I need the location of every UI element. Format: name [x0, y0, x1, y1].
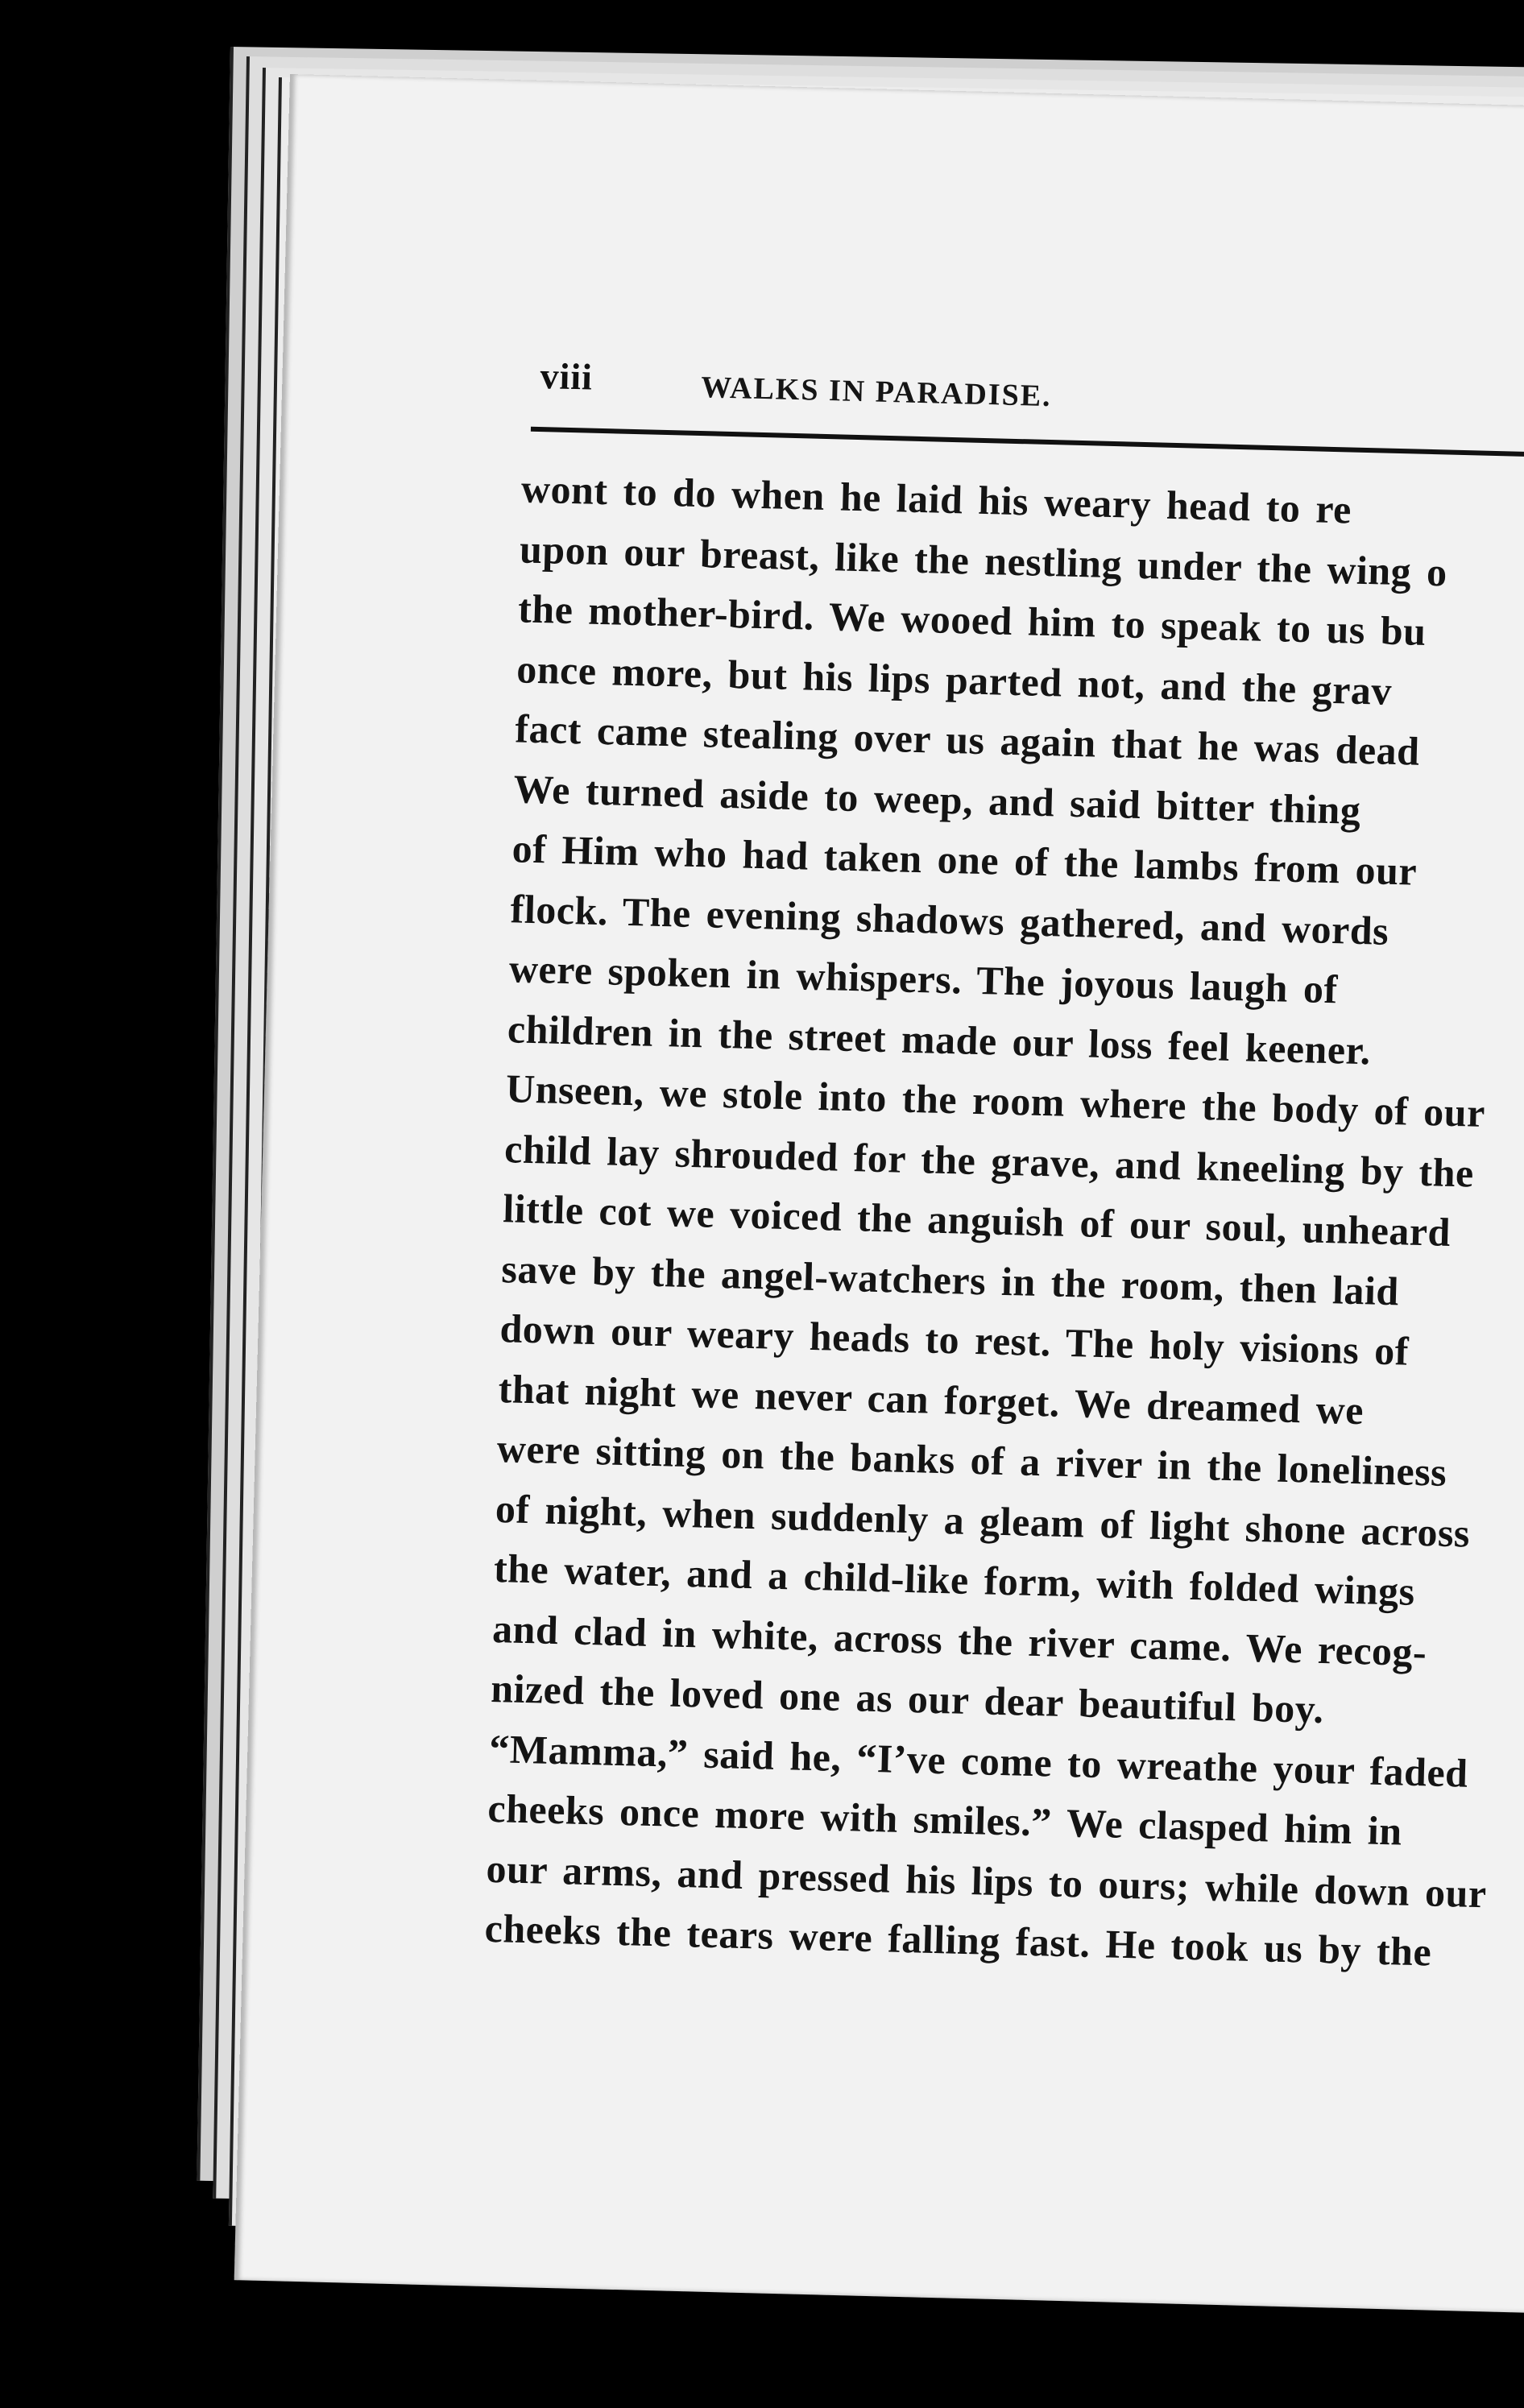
text-line: that night we never can forget. We dreamed we: [498, 1365, 1365, 1433]
text-line: fact came stealing over us again that he was dead: [514, 705, 1421, 774]
text-line: cheeks the tears were falling fast. He took us by the: [484, 1905, 1432, 1975]
text-line: of Him who had taken one of the lambs from our: [511, 825, 1418, 894]
text-line: “Mamma,” said he, “I’ve come to wreathe your faded: [488, 1725, 1469, 1796]
scanner-bed: [0, 2319, 1524, 2408]
running-head-title: WALKS IN PARADISE.: [700, 370, 1053, 414]
text-line: were sitting on the banks of a river in the loneliness: [496, 1425, 1447, 1495]
body-text: [484, 458, 1524, 1984]
text-line: the water, and a child-like form, with folded wings: [493, 1545, 1416, 1614]
text-line: were spoken in whispers. The joyous laugh of: [508, 945, 1339, 1012]
text-line: child lay shrouded for the grave, and kneeling by the: [503, 1125, 1475, 1196]
text-line: once more, but his lips parted not, and the grav: [516, 645, 1393, 714]
text-line: and clad in white, across the river came. We recog-: [491, 1605, 1427, 1674]
text-line: little cot we voiced the anguish of our soul, unheard: [502, 1185, 1452, 1255]
text-line: flock. The evening shadows gathered, and words: [510, 885, 1389, 954]
header-rule: [531, 427, 1524, 462]
text-line: down our weary heads to rest. The holy visions of: [499, 1305, 1410, 1374]
text-line: wont to do when he laid his weary head to re: [520, 465, 1352, 532]
text-line: children in the street made our loss feel keener.: [507, 1005, 1372, 1073]
text-line: of night, when suddenly a gleam of light shone across: [495, 1485, 1471, 1556]
text-line: the mother-bird. We wooed him to speak to us bu: [517, 585, 1427, 654]
text-line: nized the loved one as our dear beautiful boy.: [490, 1665, 1325, 1732]
text-line: We turned aside to weep, and said bitter thing: [512, 765, 1362, 833]
page-number: viii: [539, 354, 594, 398]
running-head: [540, 354, 1524, 441]
book-page: [234, 74, 1524, 2314]
text-line: save by the angel-watchers in the room, then laid: [500, 1245, 1400, 1314]
text-line: Unseen, we stole into the room where the body of our: [505, 1065, 1486, 1136]
text-line: cheeks once more with smiles.” We clasped him in: [487, 1785, 1403, 1854]
text-line: our arms, and pressed his lips to ours; while down our: [486, 1845, 1488, 1916]
text-line: upon our breast, like the nestling under the wing o: [519, 525, 1448, 595]
